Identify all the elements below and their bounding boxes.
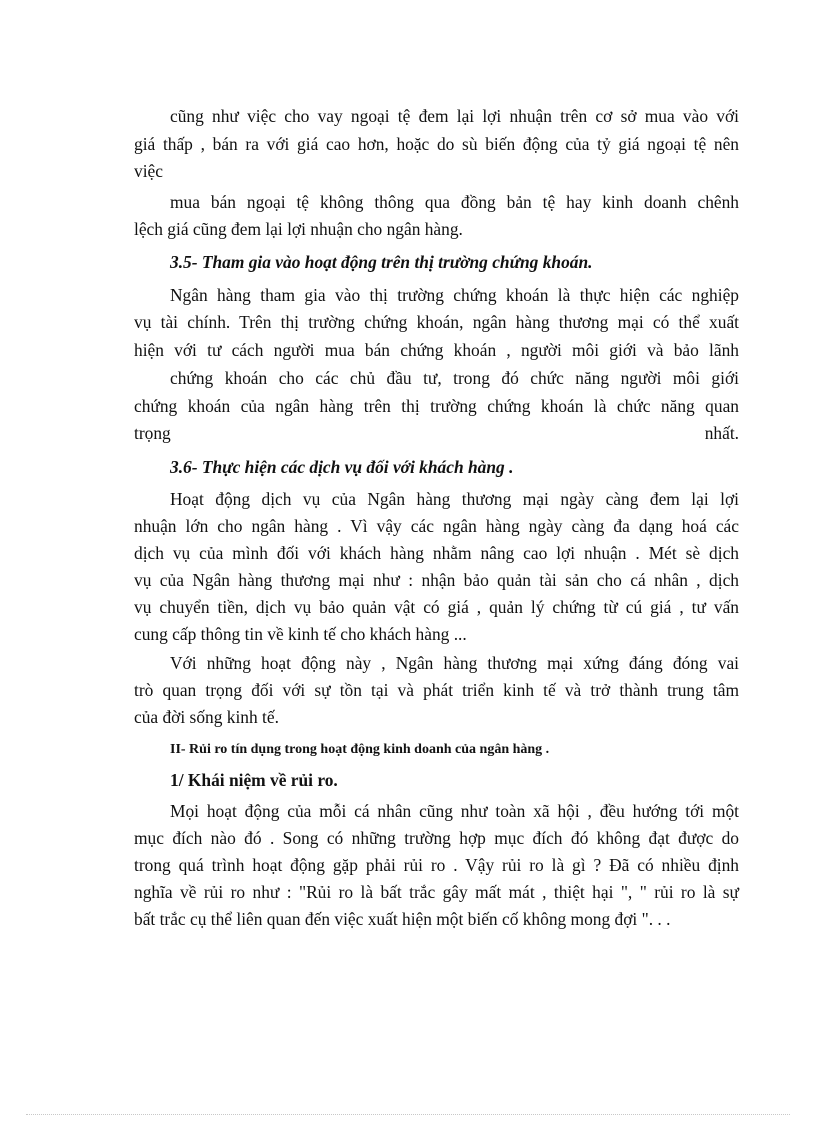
- text-line: [134, 419, 739, 447]
- text-line: Với những hoạt động này , Ngân hàng thương mại xứng đáng đóng vai: [170, 653, 739, 673]
- chapter-heading-II: II- Rủi ro tín dụng trong hoạt động kinh doanh của ngân hàng .: [170, 742, 550, 757]
- section-heading-3-6: 3.6- Thực hiện các dịch vụ đối với khách hàng .: [170, 457, 514, 477]
- text-line: vụ tài chính. Trên thị trường chứng khoán, ngân hàng thương mại có thể xuất: [134, 312, 739, 332]
- text-fragment: nhất.: [704, 423, 739, 443]
- text-line: Hoạt động dịch vụ của Ngân hàng thương mại ngày càng đem lại lợi: [170, 489, 739, 509]
- section-heading-3-5: 3.5- Tham gia vào hoạt động trên thị trường chứng khoán.: [170, 252, 593, 272]
- text-line: cũng như việc cho vay ngoại tệ đem lại lợi nhuận trên cơ sở mua vào với: [170, 106, 739, 126]
- text-line: bất trắc cụ thể liên quan đến việc xuất hiện một biến cố không mong đợi ". . .: [134, 909, 671, 929]
- text-line: lệch giá cũng đem lại lợi nhuận cho ngân hàng.: [134, 219, 463, 239]
- text-line: của đời sống kinh tế.: [134, 707, 279, 727]
- subsection-heading-1: 1/ Khái niệm về rủi ro.: [170, 770, 338, 790]
- text-line: mục đích nào đó . Song có những trường hợp mục đích đó không đạt được do: [134, 828, 739, 848]
- text-line: nhuận lớn cho ngân hàng . Vì vậy các ngân hàng ngày càng đa dạng hoá các: [134, 516, 739, 536]
- text-line: giá thấp , bán ra với giá cao hơn, hoặc do sù biến động của tỷ giá ngoại tệ nên: [134, 134, 739, 154]
- page-bottom-rule: [26, 1114, 790, 1115]
- text-line: trò quan trọng đối với sự tồn tại và phát triển kinh tế và trở thành trung tâm: [134, 680, 739, 700]
- text-line: cung cấp thông tin về kinh tế cho khách hàng ...: [134, 624, 467, 644]
- text-line: nghĩa về rủi ro như : "Rủi ro là bất trắc gây mất mát , thiệt hại ", " rủi ro là sự: [134, 882, 739, 902]
- text-line: vụ của Ngân hàng thương mại như : nhận bảo quản tài sản cho cá nhân , dịch: [134, 570, 739, 590]
- text-line: dịch vụ của mình đối với khách hàng nhằm nâng cao lợi nhuận . Mét sè dịch: [134, 543, 739, 563]
- text-line: việc: [134, 161, 163, 181]
- text-line: vụ chuyển tiền, dịch vụ bảo quản vật có giá , quản lý chứng từ cú giá , tư vấn: [134, 597, 739, 617]
- text-line: Mọi hoạt động của mỗi cá nhân cũng như toàn xã hội , đều hướng tới một: [170, 801, 739, 821]
- text-fragment: trọng: [134, 423, 171, 443]
- text-line: Ngân hàng tham gia vào thị trường chứng khoán là thực hiện các nghiệp: [170, 285, 739, 305]
- text-line: hiện với tư cách người mua bán chứng khoán , người môi giới và bảo lãnh: [134, 340, 739, 360]
- text-line: mua bán ngoại tệ không thông qua đồng bản tệ hay kinh doanh chênh: [170, 192, 739, 212]
- text-line: trong quá trình hoạt động gặp phải rủi ro . Vậy rủi ro là gì ? Đã có nhiều định: [134, 855, 739, 875]
- text-line: chứng khoán cho các chủ đầu tư, trong đó chức năng người môi giới: [170, 368, 739, 388]
- text-line: chứng khoán của ngân hàng trên thị trường chứng khoán là chức năng quan: [134, 396, 739, 416]
